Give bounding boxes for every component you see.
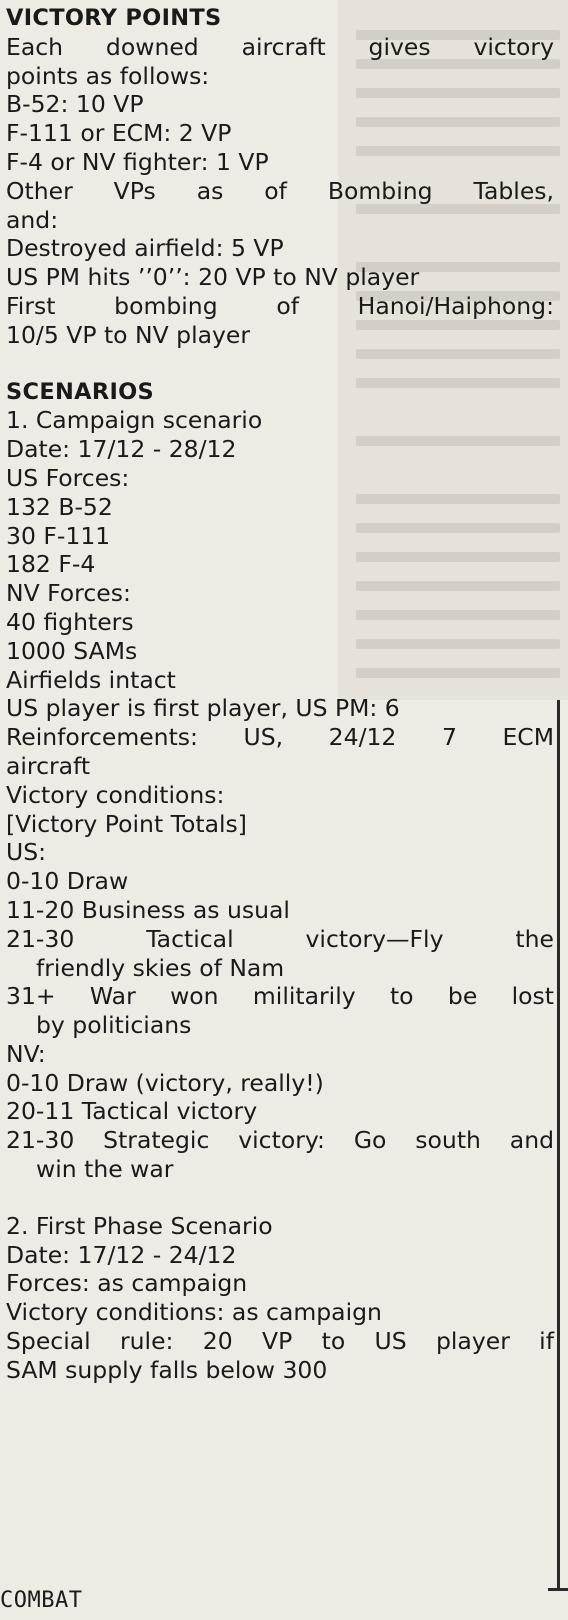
box-border-bottom bbox=[548, 1588, 568, 1591]
nv-level-tactical: 20-11 Tactical victory bbox=[6, 1097, 258, 1126]
campaign-us-forces-label: US Forces: bbox=[6, 463, 130, 492]
vp-f111: F-111 or ECM: 2 VP bbox=[6, 119, 232, 148]
us-level-tactical-line-2: friendly skies of Nam bbox=[36, 953, 285, 982]
combat-footer-label: COMBAT bbox=[0, 1588, 83, 1613]
vp-first-bombing-line-1: First bombing of Hanoi/Haiphong: bbox=[6, 291, 554, 320]
scenarios-heading: SCENARIOS bbox=[6, 378, 155, 405]
us-level-war-line-1: 31+ War won militarily to be lost bbox=[6, 982, 554, 1011]
vp-airfield: Destroyed airfield: 5 VP bbox=[6, 234, 284, 263]
first-phase-date: Date: 17/12 - 24/12 bbox=[6, 1240, 237, 1269]
campaign-totals-label: [Victory Point Totals] bbox=[6, 809, 247, 838]
first-phase-victory: Victory conditions: as campaign bbox=[6, 1298, 382, 1327]
campaign-us-label: US: bbox=[6, 838, 47, 867]
us-level-draw: 0-10 Draw bbox=[6, 867, 129, 896]
campaign-nv-force-item: Airfields intact bbox=[6, 665, 176, 694]
campaign-us-force-item: 132 B-52 bbox=[6, 492, 113, 521]
us-level-business: 11-20 Business as usual bbox=[6, 895, 290, 924]
us-level-war-line-2: by politicians bbox=[36, 1011, 192, 1040]
first-phase-title: 2. First Phase Scenario bbox=[6, 1211, 273, 1240]
nv-level-draw: 0-10 Draw (victory, really!) bbox=[6, 1068, 324, 1097]
vp-other-line-1: Other VPs as of Bombing Tables, bbox=[6, 176, 554, 205]
campaign-nv-force-item: 1000 SAMs bbox=[6, 636, 138, 665]
first-phase-forces: Forces: as campaign bbox=[6, 1269, 248, 1298]
campaign-first-player: US player is first player, US PM: 6 bbox=[6, 694, 400, 723]
vp-b52: B-52: 10 VP bbox=[6, 90, 144, 119]
campaign-nv-label: NV: bbox=[6, 1039, 46, 1068]
nv-level-strategic-line-1: 21-30 Strategic victory: Go south and bbox=[6, 1126, 554, 1155]
campaign-victory-label: Victory conditions: bbox=[6, 780, 225, 809]
campaign-nv-force-item: 40 fighters bbox=[6, 607, 134, 636]
campaign-us-force-item: 182 F-4 bbox=[6, 550, 96, 579]
first-phase-special-line-1: Special rule: 20 VP to US player if bbox=[6, 1327, 554, 1356]
campaign-title: 1. Campaign scenario bbox=[6, 406, 263, 435]
vp-other-line-2: and: bbox=[6, 205, 59, 234]
campaign-us-force-item: 30 F-111 bbox=[6, 521, 111, 550]
vp-intro-line-1: Each downed aircraft gives victory bbox=[6, 32, 554, 61]
victory-points-heading: VICTORY POINTS bbox=[6, 5, 222, 31]
first-phase-special-line-2: SAM supply falls below 300 bbox=[6, 1355, 328, 1384]
campaign-nv-forces-label: NV Forces: bbox=[6, 579, 131, 608]
us-level-tactical-line-1: 21-30 Tactical victory—Fly the bbox=[6, 924, 554, 953]
vp-pm-hits: US PM hits ’’0’’: 20 VP to NV player bbox=[6, 263, 420, 292]
campaign-reinforcements-line-1: Reinforcements: US, 24/12 7 ECM bbox=[6, 723, 554, 752]
nv-level-strategic-line-2: win the war bbox=[36, 1155, 174, 1184]
box-border-right bbox=[557, 700, 560, 1590]
rules-column bbox=[6, 4, 554, 1385]
vp-first-bombing-line-2: 10/5 VP to NV player bbox=[6, 320, 251, 349]
campaign-date: Date: 17/12 - 28/12 bbox=[6, 435, 237, 464]
vp-intro-line-2: points as follows: bbox=[6, 61, 210, 90]
campaign-reinforcements-line-2: aircraft bbox=[6, 751, 91, 780]
vp-f4: F-4 or NV fighter: 1 VP bbox=[6, 147, 269, 176]
